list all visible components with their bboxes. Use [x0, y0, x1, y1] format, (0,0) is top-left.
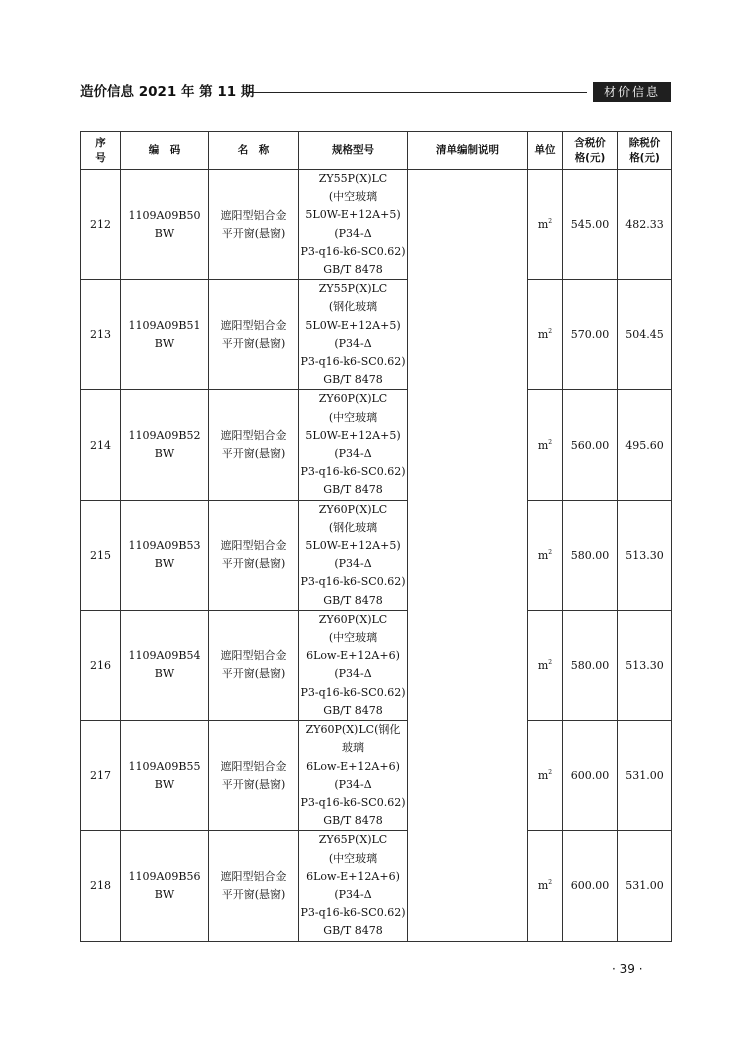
cell-tax-incl: 545.00 — [563, 170, 618, 280]
page-header — [80, 82, 671, 104]
cell-seq: 214 — [81, 390, 121, 500]
cell-unit: $m^2$ — [528, 721, 563, 831]
table-row — [81, 500, 672, 610]
cell-spec: ZY55P(X)LC (钢化玻璃 5L0W-E+12A+5) (P34-Δ P3-q16-k6-SC0.62) GB/T 8478 — [299, 280, 408, 390]
cell-name: 遮阳型铝合金 平开窗(悬窗) — [209, 610, 299, 720]
header-name: 名 称 — [209, 132, 299, 170]
cell-name: 遮阳型铝合金 平开窗(悬窗) — [209, 280, 299, 390]
price-table — [80, 131, 672, 942]
cell-tax-excl: 513.30 — [618, 500, 672, 610]
cell-spec: ZY60P(X)LC (钢化玻璃 5L0W-E+12A+5) (P34-Δ P3-q16-k6-SC0.62) GB/T 8478 — [299, 500, 408, 610]
header-tax-incl: 含税价 格(元) — [563, 132, 618, 170]
header-desc: 清单编制说明 — [408, 132, 528, 170]
cell-spec: ZY60P(X)LC (中空玻璃 5L0W-E+12A+5) (P34-Δ P3-q16-k6-SC0.62) GB/T 8478 — [299, 390, 408, 500]
header-code: 编 码 — [121, 132, 209, 170]
cell-spec: ZY55P(X)LC (中空玻璃 5L0W-E+12A+5) (P34-Δ P3-q16-k6-SC0.62) GB/T 8478 — [299, 170, 408, 280]
cell-code: 1109A09B52 BW — [121, 390, 209, 500]
cell-tax-excl: 513.30 — [618, 610, 672, 720]
header-seq: 序 号 — [81, 132, 121, 170]
cell-seq: 218 — [81, 831, 121, 941]
cell-unit: $m^2$ — [528, 390, 563, 500]
cell-name: 遮阳型铝合金 平开窗(悬窗) — [209, 390, 299, 500]
table-header-row — [81, 132, 672, 170]
cell-seq: 216 — [81, 610, 121, 720]
cell-seq: 212 — [81, 170, 121, 280]
cell-code: 1109A09B51 BW — [121, 280, 209, 390]
cell-unit: $m^2$ — [528, 170, 563, 280]
cell-desc — [408, 170, 528, 942]
cell-seq: 215 — [81, 500, 121, 610]
cell-unit: $m^2$ — [528, 831, 563, 941]
cell-unit: $m^2$ — [528, 280, 563, 390]
cell-code: 1109A09B50 BW — [121, 170, 209, 280]
cell-tax-excl: 531.00 — [618, 831, 672, 941]
header-unit: 单位 — [528, 132, 563, 170]
cell-name: 遮阳型铝合金 平开窗(悬窗) — [209, 500, 299, 610]
cell-code: 1109A09B54 BW — [121, 610, 209, 720]
header-spec: 规格型号 — [299, 132, 408, 170]
header-tax-excl: 除税价 格(元) — [618, 132, 672, 170]
cell-tax-incl: 600.00 — [563, 721, 618, 831]
cell-spec: ZY60P(X)LC(钢化 玻璃 6Low-E+12A+6) (P34-Δ P3-q16-k6-SC0.62) GB/T 8478 — [299, 721, 408, 831]
cell-tax-excl: 482.33 — [618, 170, 672, 280]
cell-tax-excl: 504.45 — [618, 280, 672, 390]
cell-tax-incl: 600.00 — [563, 831, 618, 941]
section-label: 材价信息 — [593, 82, 671, 102]
cell-code: 1109A09B55 BW — [121, 721, 209, 831]
cell-tax-incl: 560.00 — [563, 390, 618, 500]
cell-tax-excl: 531.00 — [618, 721, 672, 831]
cell-name: 遮阳型铝合金 平开窗(悬窗) — [209, 170, 299, 280]
table-row — [81, 390, 672, 500]
cell-spec: ZY65P(X)LC (中空玻璃 6Low-E+12A+6) (P34-Δ P3-q16-k6-SC0.62) GB/T 8478 — [299, 831, 408, 941]
table-row — [81, 831, 672, 941]
table-row — [81, 170, 672, 280]
cell-unit: $m^2$ — [528, 500, 563, 610]
table-row — [81, 721, 672, 831]
cell-spec: ZY60P(X)LC (中空玻璃 6Low-E+12A+6) (P34-Δ P3-q16-k6-SC0.62) GB/T 8478 — [299, 610, 408, 720]
cell-name: 遮阳型铝合金 平开窗(悬窗) — [209, 831, 299, 941]
cell-seq: 217 — [81, 721, 121, 831]
cell-unit: $m^2$ — [528, 610, 563, 720]
cell-tax-incl: 580.00 — [563, 610, 618, 720]
cell-code: 1109A09B53 BW — [121, 500, 209, 610]
page-number: · 39 · — [612, 962, 643, 976]
table-row — [81, 610, 672, 720]
cell-tax-incl: 570.00 — [563, 280, 618, 390]
header-rule — [248, 92, 587, 93]
cell-seq: 213 — [81, 280, 121, 390]
cell-tax-excl: 495.60 — [618, 390, 672, 500]
cell-tax-incl: 580.00 — [563, 500, 618, 610]
cell-name: 遮阳型铝合金 平开窗(悬窗) — [209, 721, 299, 831]
publication-title: 造价信息 2021 年 第 11 期 — [80, 84, 255, 100]
cell-code: 1109A09B56 BW — [121, 831, 209, 941]
table-row — [81, 280, 672, 390]
